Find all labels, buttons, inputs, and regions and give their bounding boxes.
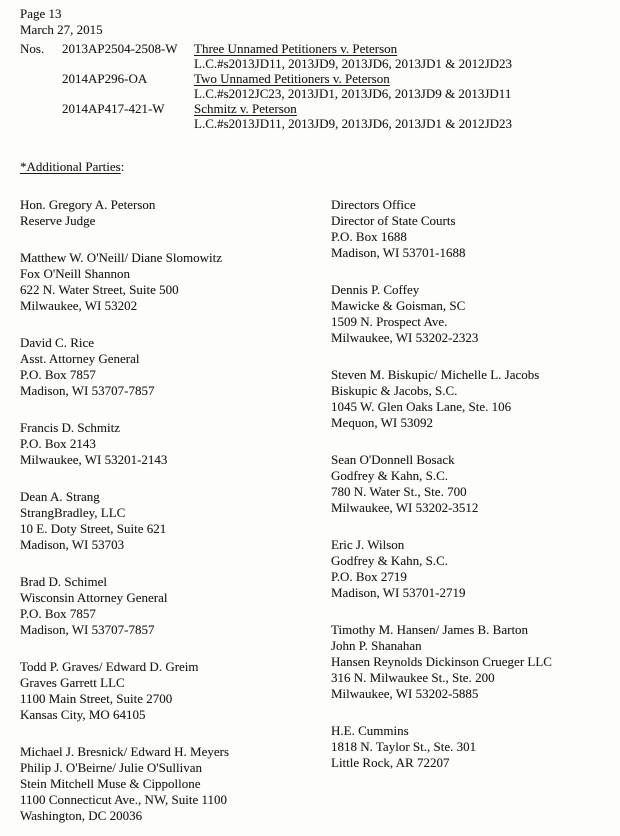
- party-block: [331, 452, 606, 516]
- party-line: Godfrey & Kahn, S.C.: [331, 553, 448, 568]
- party-line: Hansen Reynolds Dickinson Crueger LLC: [331, 654, 552, 669]
- case-number: 2013AP2504-2508-W: [62, 41, 178, 56]
- parties-columns: [20, 197, 606, 836]
- party-line: Madison, WI 53707-7857: [20, 383, 155, 398]
- party-block: [20, 744, 331, 824]
- party-block: [20, 659, 331, 723]
- party-block: [331, 622, 606, 702]
- party-line: Sean O'Donnell Bosack: [331, 452, 455, 467]
- party-block: [331, 282, 606, 346]
- party-line: StrangBradley, LLC: [20, 505, 126, 520]
- party-line: Directors Office: [331, 197, 416, 212]
- case-caption: Schmitz v. Peterson: [194, 101, 297, 116]
- case-number: 2014AP296-OA: [62, 71, 148, 86]
- party-line: Michael J. Bresnick/ Edward H. Meyers: [20, 744, 230, 759]
- spacer: [62, 56, 194, 71]
- party-line: Mequon, WI 53092: [331, 415, 433, 430]
- party-line: Brad D. Schimel: [20, 574, 108, 589]
- party-line: P.O. Box 2143: [20, 436, 96, 451]
- party-line: 1100 Main Street, Suite 2700: [20, 691, 173, 706]
- party-line: Madison, WI 53701-1688: [331, 245, 466, 260]
- party-line: Timothy M. Hansen/ James B. Barton: [331, 622, 529, 637]
- party-line: Milwaukee, WI 53202-3512: [331, 500, 479, 515]
- case-lc-numbers: L.C.#s2012JC23, 2013JD1, 2013JD6, 2013JD9 & 2013JD11: [194, 86, 512, 101]
- party-line: Milwaukee, WI 53202-2323: [331, 330, 479, 345]
- additional-parties-label: *Additional Parties: [20, 159, 121, 174]
- spacer: [20, 101, 62, 116]
- spacer: [62, 116, 194, 131]
- case-caption: Two Unnamed Petitioners v. Peterson: [194, 71, 390, 86]
- additional-parties-heading: [20, 159, 606, 175]
- nos-label: Nos.: [20, 41, 45, 56]
- party-line: Mawicke & Goisman, SC: [331, 298, 466, 313]
- case-lc-numbers: L.C.#s2013JD11, 2013JD9, 2013JD6, 2013JD1 & 2012JD23: [194, 56, 513, 71]
- party-line: Madison, WI 53707-7857: [20, 622, 155, 637]
- left-column: [20, 197, 331, 836]
- case-number: 2014AP417-421-W: [62, 101, 165, 116]
- party-line: David C. Rice: [20, 335, 95, 350]
- party-line: Matthew W. O'Neill/ Diane Slomowitz: [20, 250, 223, 265]
- party-line: Director of State Courts: [331, 213, 456, 228]
- party-line: P.O. Box 1688: [331, 229, 407, 244]
- party-line: Hon. Gregory A. Peterson: [20, 197, 156, 212]
- party-line: Steven M. Biskupic/ Michelle L. Jacobs: [331, 367, 540, 382]
- party-line: Little Rock, AR 72207: [331, 755, 450, 770]
- party-block: [20, 250, 331, 314]
- party-block: [331, 723, 606, 771]
- spacer: [62, 86, 194, 101]
- party-line: Stein Mitchell Muse & Cippollone: [20, 776, 201, 791]
- spacer: [20, 116, 62, 131]
- party-line: Fox O'Neill Shannon: [20, 266, 130, 281]
- case-caption: Three Unnamed Petitioners v. Peterson: [194, 41, 398, 56]
- party-line: John P. Shanahan: [331, 638, 422, 653]
- party-line: Washington, DC 20036: [20, 808, 143, 823]
- party-line: Godfrey & Kahn, S.C.: [331, 468, 448, 483]
- party-line: Reserve Judge: [20, 213, 96, 228]
- party-line: Madison, WI 53701-2719: [331, 585, 466, 600]
- party-line: Francis D. Schmitz: [20, 420, 121, 435]
- party-block: [20, 574, 331, 638]
- spacer: [20, 56, 62, 71]
- party-line: Dennis P. Coffey: [331, 282, 420, 297]
- case-list: [20, 41, 606, 131]
- party-block: [331, 197, 606, 261]
- party-line: Milwaukee, WI 53202: [20, 298, 138, 313]
- party-line: Asst. Attorney General: [20, 351, 140, 366]
- page-number: Page 13: [20, 6, 62, 21]
- party-line: Graves Garrett LLC: [20, 675, 125, 690]
- party-line: Biskupic & Jacobs, S.C.: [331, 383, 458, 398]
- party-line: Philip J. O'Beirne/ Julie O'Sullivan: [20, 760, 202, 775]
- party-block: [20, 335, 331, 399]
- party-line: 10 E. Doty Street, Suite 621: [20, 521, 167, 536]
- party-line: 1045 W. Glen Oaks Lane, Ste. 106: [331, 399, 512, 414]
- party-line: Dean A. Strang: [20, 489, 100, 504]
- spacer: [20, 71, 62, 86]
- party-line: H.E. Cummins: [331, 723, 409, 738]
- right-column: [331, 197, 606, 836]
- party-line: Madison, WI 53703: [20, 537, 125, 552]
- party-block: [331, 537, 606, 601]
- party-line: P.O. Box 7857: [20, 606, 96, 621]
- party-line: 1818 N. Taylor St., Ste. 301: [331, 739, 477, 754]
- document-date: March 27, 2015: [20, 22, 103, 37]
- party-line: 622 N. Water Street, Suite 500: [20, 282, 179, 297]
- party-line: Milwaukee, WI 53201-2143: [20, 452, 168, 467]
- party-line: P.O. Box 7857: [20, 367, 96, 382]
- additional-parties-colon: :: [120, 159, 125, 174]
- party-line: Kansas City, MO 64105: [20, 707, 146, 722]
- case-lc-numbers: L.C.#s2013JD11, 2013JD9, 2013JD6, 2013JD1 & 2012JD23: [194, 116, 513, 131]
- party-line: 780 N. Water St., Ste. 700: [331, 484, 467, 499]
- party-block: [20, 489, 331, 553]
- party-line: Todd P. Graves/ Edward D. Greim: [20, 659, 199, 674]
- party-line: Eric J. Wilson: [331, 537, 405, 552]
- party-block: [20, 420, 331, 468]
- party-block: [331, 367, 606, 431]
- party-line: P.O. Box 2719: [331, 569, 407, 584]
- party-block: [20, 197, 331, 229]
- party-line: Wisconsin Attorney General: [20, 590, 168, 605]
- party-line: 1100 Connecticut Ave., NW, Suite 1100: [20, 792, 228, 807]
- spacer: [20, 86, 62, 101]
- party-line: 316 N. Milwaukee St., Ste. 200: [331, 670, 495, 685]
- party-line: 1509 N. Prospect Ave.: [331, 314, 448, 329]
- party-line: Milwaukee, WI 53202-5885: [331, 686, 479, 701]
